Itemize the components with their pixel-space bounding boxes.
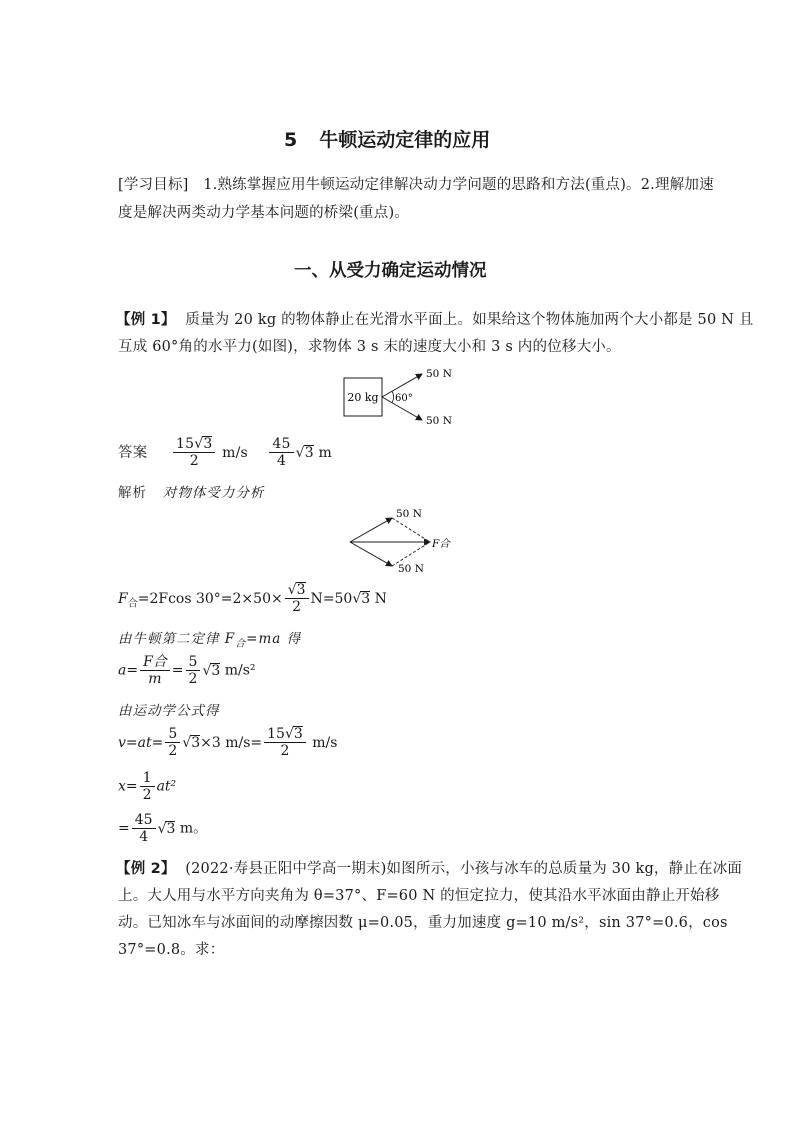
example1-text-1: 质量为 20 kg 的物体静止在光滑水平面上。如果给这个物体施加两个大小都是 50 N 且 [185,312,754,328]
equation-displacement-result: = $\frac{45}{4}$ √3 m。 [118,812,208,846]
title-text: 牛顿运动定律的应用 [319,129,491,151]
answer-line [118,436,332,469]
example2-text-1: (2022·寿县正阳中学高一期末)如图所示，小孩与冰车的总质量为 30 kg，静止在冰面 [185,861,743,877]
example2-line-4: 37°=0.8。求： [118,942,225,958]
angle-label: 60° [395,393,413,404]
answer-velocity: $\frac{15√3}{2}$ m/s [171,445,253,461]
dashed-edge-top [392,518,430,542]
force-bottom-label: 50 N [398,563,424,575]
example2-line-1 [116,857,742,878]
force-top-label: 50 N [426,368,452,380]
equation-displacement: x= $\frac{1}{2}$ at² [118,770,177,804]
analysis-text: 对物体受力分析 [162,485,265,501]
answer-label: 答案 [118,444,148,461]
section-heading: 一、从受力确定运动情况 [294,261,487,281]
equation-velocity: v=at= $\frac{5}{2}$ √3×3 m/s= $\frac{15√3}{2}$ m/s [118,726,338,760]
force-bottom-label: 50 N [426,415,452,427]
equation-resultant-force: $F_合=2Fcos$ 30°=2×50× $\frac{√3}{2}$ N=50√3 N [118,582,387,616]
equation-acceleration: a= $\frac{\text{F合}}{m}$ = $\frac{5}{2}$ √3 m/s² [118,654,256,688]
example1-label: 【例 1】 [116,312,176,328]
example1-line-1 [116,308,754,329]
note-newton-second-law: 由牛顿第二定律 $F_合=ma$ 得 [118,631,302,650]
figure-force-diagram-1 [340,364,470,430]
note-kinematics: 由运动学公式得 [118,703,220,719]
example1-line-2: 互成 60°角的水平力(如图)，求物体 3 s 末的速度大小和 3 s 内的位移大小。 [118,339,621,355]
force-arrow-top [350,518,392,542]
objectives-line-1: [学习目标] 1.熟练掌握应用牛顿运动定律解决动力学问题的思路和方法(重点)。2.理解加速 [118,177,714,193]
example2-line-3: 动。已知冰车与冰面间的动摩擦因数 μ=0.05，重力加速度 g=10 m/s²，sin 37°=0.6，cos [118,915,728,931]
force-arrow-bottom [350,542,392,566]
title-number: 5 [284,129,298,151]
angle-arc [392,391,394,402]
resultant-label: F合 [432,538,450,550]
page-title [284,125,490,152]
analysis-label: 解析 [118,485,147,501]
figure-force-diagram-2 [346,505,462,577]
objectives-line-2: 度是解决两类动力学基本问题的桥梁(重点)。 [118,205,410,221]
analysis-line [118,481,264,501]
answer-displacement: $\frac{45}{4}$ √3 m [267,445,332,461]
mass-label: 20 kg [347,391,379,404]
example2-label: 【例 2】 [116,861,176,877]
force-top-label: 50 N [396,508,422,520]
example2-line-2: 上。大人用与水平方向夹角为 θ=37°、F=60 N 的恒定拉力，使其沿水平冰面由静止开始移 [118,888,720,904]
